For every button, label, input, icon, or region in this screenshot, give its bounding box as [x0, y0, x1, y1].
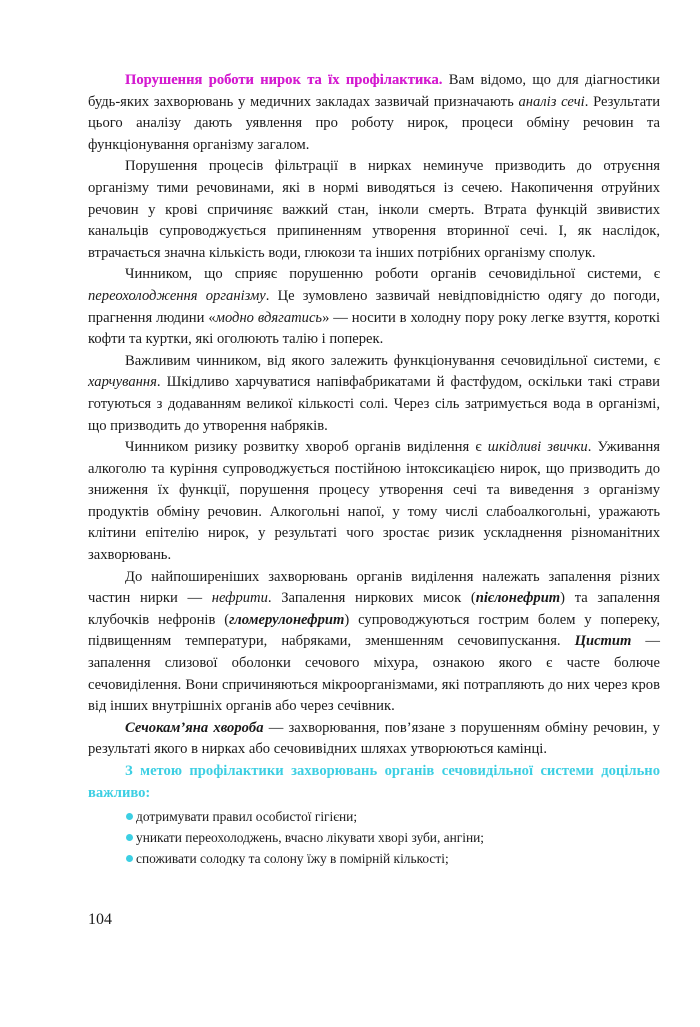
bullet-icon: [126, 813, 133, 820]
page-content: [88, 70, 660, 869]
prevention-list: [88, 806, 660, 869]
section-heading: Порушення роботи нирок та їх профілактика.: [125, 72, 443, 88]
paragraph-kidney-disorders: Порушення роботи нирок та їх профілактика. Вам відомо, що для діагностики будь-яких захворювань у медичних закладах зазвичай призначають аналіз сечі. Результати цього аналізу дають уявлення про роботу нирок, процеси обміну речовин та функціонування організму загалом.: [88, 72, 661, 153]
list-item: дотримувати правил особистої гігієни;: [88, 806, 660, 827]
prevention-heading: З метою профілактики захворювань органів сечовидільної системи доцільно важливо:: [88, 763, 660, 801]
paragraph-nutrition: Важливим чинником, від якого залежить функціонування сечовидільної системи, є харчування. Шкідливо харчуватися напівфабрикатами й фастфудом, оскільки такі страви готуються з додаванням великої кількості солі. Через сіль затримується вода в організмі, що призводить до утворення набряків.: [88, 352, 660, 434]
list-item: споживати солодку та солону їжу в помірній кількості;: [88, 848, 660, 869]
list-item: уникати переохолоджень, вчасно лікувати хворі зуби, ангіни;: [88, 827, 660, 848]
bullet-icon: [126, 855, 133, 862]
paragraph-hypothermia: Чинником, що сприяє порушенню роботи органів сечовидільної системи, є переохолодження організму. Це зумовлено зазвичай невідповідністю одягу до погоди, прагнення людини «модно вдягатись» — носити в холодну пору року легке взуття, короткі кофти та куртки, які оголюють талію і поперек.: [88, 266, 660, 348]
paragraph-nephritis: До найпоширеніших захворювань органів виділення належать запалення різних частин нирки — нефрити. Запалення ниркових мисок (пієлонефрит) та запалення клубочків нефронів (гломерулонефрит) супроводжуються гострим болем у попереку, підвищенням температури, набряками, зменшенням сечовипускання. Цистит — запалення слизової оболонки сечового міхура, ознакою якого є часте болюче сечовиділення. Вони спричиняються мікроорганізмами, які потрапляють до них через кров від інших внутрішніх органів або через сечівник.: [88, 568, 661, 715]
page-number: 104: [88, 911, 112, 928]
paragraph-kidney-stones: Сечокам’яна хвороба — захворювання, пов’язане з порушенням обміну речовин, у результаті якого в нирках або сечовивідних шляхах утворюються камінці.: [88, 719, 660, 758]
paragraph-bad-habits: Чинником ризику розвитку хвороб органів виділення є шкідливі звички. Уживання алкоголю та куріння супроводжується постійною інтоксикацією нирок, що призводить до зниження їх функції, порушення процесу утворення сечі та виведення з організму продуктів обміну речовин. Алкогольні напої, у тому числі слабоалкогольні, уражають клітини епітелію нирок, у результаті чого зростає ризик ускладнення різноманітних захворювань.: [88, 439, 660, 564]
bullet-icon: [126, 834, 133, 841]
paragraph-filtration: Порушення процесів фільтрації в нирках неминуче призводить до отруєння організму тими речовинами, які в нормі виводяться із сечею. Накопичення отруйних речовин у крові спричиняє важкий стан, інколи смерть. Втрата функцій звивистих канальців супроводжується припиненням утворення вторинної сечі. І, як наслідок, втрачається значна кількість води, глюкози та інших потрібних організму сполук.: [88, 158, 660, 261]
